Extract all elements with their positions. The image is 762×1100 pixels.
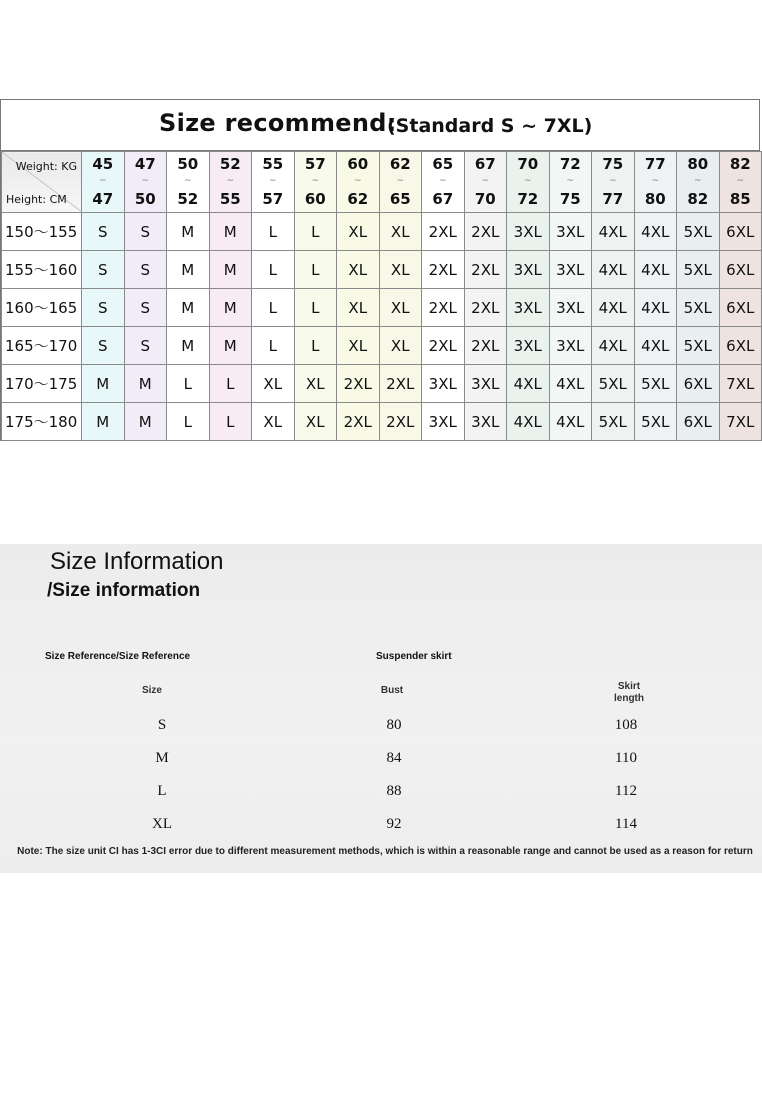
weight-range-tilde: ~ <box>481 176 490 186</box>
weight-range-tilde: ~ <box>141 176 150 186</box>
size-cell: 5XL <box>634 365 677 403</box>
size-cell: 6XL <box>677 365 720 403</box>
size-cell: XL <box>294 403 337 441</box>
size-cell: S <box>82 327 125 365</box>
weight-range-cell <box>379 152 422 213</box>
size-cell: XL <box>379 289 422 327</box>
weight-range-cell <box>124 152 167 213</box>
weight-range-cell <box>719 152 762 213</box>
size-cell: 3XL <box>507 289 550 327</box>
size-cell: 5XL <box>592 403 635 441</box>
recommend-subtitle: (Standard S ~ 7XL) <box>387 115 593 137</box>
size-cell: L <box>252 327 295 365</box>
weight-range-tilde: ~ <box>608 176 617 186</box>
size-cell: 4XL <box>507 403 550 441</box>
weight-max: 85 <box>729 190 751 208</box>
weight-range-cell <box>507 152 550 213</box>
height-axis-label: Height: CM <box>6 193 67 206</box>
weight-max: 80 <box>644 190 666 208</box>
size-cell: L <box>294 251 337 289</box>
size-cell: 2XL <box>464 327 507 365</box>
weight-min: 57 <box>304 155 326 173</box>
size-cell: L <box>294 213 337 251</box>
size-cell: 6XL <box>719 213 762 251</box>
size-cell: XL <box>252 403 295 441</box>
weight-range-tilde: ~ <box>311 176 320 186</box>
size-cell: 2XL <box>422 327 465 365</box>
height-range-cell: 170～175 <box>2 365 82 403</box>
corner-cell <box>2 152 82 213</box>
size-cell: 3XL <box>464 365 507 403</box>
col-head-skirt-line2: length <box>614 693 644 704</box>
weight-range-tilde: ~ <box>438 176 447 186</box>
height-row <box>2 327 762 365</box>
size-cell: M <box>82 365 125 403</box>
weight-max: 62 <box>347 190 369 208</box>
weight-range-cell <box>294 152 337 213</box>
weight-range-tilde: ~ <box>566 176 575 186</box>
size-cell: L <box>167 365 210 403</box>
size-cell: 6XL <box>719 251 762 289</box>
info-title: Size Information <box>50 548 224 575</box>
size-cell: 2XL <box>464 213 507 251</box>
bust-value: 92 <box>386 816 402 832</box>
size-cell: M <box>209 289 252 327</box>
size-cell: L <box>252 289 295 327</box>
weight-range-cell <box>422 152 465 213</box>
weight-range-tilde: ~ <box>353 176 362 186</box>
size-cell: XL <box>337 327 380 365</box>
size-value: M <box>155 750 169 766</box>
size-cell: 4XL <box>634 213 677 251</box>
size-cell: S <box>124 251 167 289</box>
size-cell: S <box>82 289 125 327</box>
weight-min: 70 <box>517 155 539 173</box>
size-cell: M <box>167 327 210 365</box>
weight-min: 80 <box>687 155 709 173</box>
weight-min: 72 <box>559 155 581 173</box>
size-cell: XL <box>294 365 337 403</box>
height-row <box>2 365 762 403</box>
weight-max: 77 <box>602 190 624 208</box>
size-cell: 6XL <box>719 327 762 365</box>
weight-range-tilde: ~ <box>226 176 235 186</box>
size-cell: 5XL <box>634 403 677 441</box>
size-cell: 4XL <box>549 403 592 441</box>
weight-range-tilde: ~ <box>183 176 192 186</box>
size-cell: 3XL <box>422 365 465 403</box>
size-cell: 5XL <box>677 251 720 289</box>
size-cell: 3XL <box>549 289 592 327</box>
size-grid <box>1 151 762 441</box>
size-reference-label: Size Reference/Size Reference <box>45 651 191 662</box>
size-cell: 3XL <box>549 213 592 251</box>
size-recommend-table <box>0 99 760 441</box>
size-cell: L <box>209 365 252 403</box>
size-value: S <box>157 717 167 733</box>
weight-max: 52 <box>177 190 199 208</box>
size-cell: L <box>209 403 252 441</box>
weight-range-tilde: ~ <box>693 176 702 186</box>
weight-min: 60 <box>347 155 369 173</box>
size-cell: 4XL <box>592 327 635 365</box>
weight-range-cell <box>592 152 635 213</box>
size-cell: M <box>209 251 252 289</box>
size-cell: 2XL <box>464 251 507 289</box>
size-cell: L <box>294 327 337 365</box>
height-range-cell: 150～155 <box>2 213 82 251</box>
size-cell: XL <box>379 213 422 251</box>
height-range-cell: 155～160 <box>2 251 82 289</box>
skirt-length-value: 112 <box>615 783 637 799</box>
size-cell: XL <box>379 251 422 289</box>
size-cell: 6XL <box>719 289 762 327</box>
size-cell: M <box>82 403 125 441</box>
size-cell: 2XL <box>379 403 422 441</box>
weight-max: 50 <box>134 190 156 208</box>
size-cell: 4XL <box>592 251 635 289</box>
weight-min: 55 <box>262 155 284 173</box>
size-cell: 4XL <box>634 251 677 289</box>
col-head-size: Size <box>141 685 162 696</box>
size-cell: S <box>124 327 167 365</box>
weight-min: 47 <box>134 155 156 173</box>
size-cell: 4XL <box>507 365 550 403</box>
weight-max: 55 <box>219 190 241 208</box>
weight-range-tilde: ~ <box>268 176 277 186</box>
weight-range-cell <box>209 152 252 213</box>
weight-min: 45 <box>92 155 114 173</box>
size-cell: L <box>167 403 210 441</box>
size-cell: XL <box>337 213 380 251</box>
height-range-cell: 175～180 <box>2 403 82 441</box>
weight-range-cell <box>337 152 380 213</box>
height-row <box>2 289 762 327</box>
size-cell: 2XL <box>422 251 465 289</box>
size-cell: 2XL <box>422 289 465 327</box>
weight-min: 82 <box>729 155 751 173</box>
bust-value: 84 <box>386 750 402 766</box>
size-cell: 3XL <box>507 213 550 251</box>
weight-range-tilde: ~ <box>651 176 660 186</box>
weight-max: 82 <box>687 190 709 208</box>
size-cell: L <box>252 251 295 289</box>
weight-min: 50 <box>177 155 199 173</box>
size-value: L <box>157 783 167 799</box>
weight-range-cell <box>464 152 507 213</box>
size-cell: 2XL <box>422 213 465 251</box>
weight-max: 65 <box>389 190 411 208</box>
weight-max: 72 <box>517 190 539 208</box>
skirt-length-value: 114 <box>615 816 637 832</box>
recommend-title-row <box>1 100 759 151</box>
skirt-length-value: 108 <box>614 717 638 733</box>
weight-range-cell <box>677 152 720 213</box>
size-cell: 2XL <box>379 365 422 403</box>
weight-header-row <box>2 152 762 213</box>
weight-max: 60 <box>304 190 326 208</box>
size-cell: 6XL <box>677 403 720 441</box>
weight-range-cell <box>167 152 210 213</box>
weight-max: 70 <box>474 190 496 208</box>
size-cell: 3XL <box>549 327 592 365</box>
size-cell: M <box>209 213 252 251</box>
size-cell: L <box>252 213 295 251</box>
weight-range-cell <box>634 152 677 213</box>
weight-min: 65 <box>432 155 454 173</box>
size-cell: 7XL <box>719 403 762 441</box>
size-cell: 2XL <box>464 289 507 327</box>
height-range-cell: 165～170 <box>2 327 82 365</box>
size-cell: S <box>124 213 167 251</box>
weight-min: 67 <box>474 155 496 173</box>
size-cell: 4XL <box>549 365 592 403</box>
size-cell: 3XL <box>422 403 465 441</box>
size-cell: 3XL <box>549 251 592 289</box>
size-cell: XL <box>379 327 422 365</box>
size-cell: 7XL <box>719 365 762 403</box>
height-row <box>2 251 762 289</box>
col-head-skirt-length <box>599 681 659 705</box>
height-range-cell: 160～165 <box>2 289 82 327</box>
weight-range-cell <box>549 152 592 213</box>
info-subtitle: /Size information <box>47 580 201 601</box>
weight-range-cell <box>82 152 125 213</box>
skirt-length-value: 110 <box>615 750 637 766</box>
size-cell: 3XL <box>464 403 507 441</box>
size-cell: 5XL <box>592 365 635 403</box>
col-head-skirt-line1: Skirt <box>617 681 641 692</box>
weight-range-tilde: ~ <box>736 176 745 186</box>
weight-max: 57 <box>262 190 284 208</box>
size-cell: S <box>82 213 125 251</box>
weight-min: 62 <box>389 155 411 173</box>
col-head-bust: Bust <box>380 685 404 696</box>
size-cell: M <box>167 251 210 289</box>
weight-max: 75 <box>559 190 581 208</box>
weight-min: 77 <box>644 155 666 173</box>
height-row <box>2 403 762 441</box>
recommend-title: Size recommend: <box>159 109 397 137</box>
product-name: Suspender skirt <box>376 651 452 662</box>
size-cell: 5XL <box>677 213 720 251</box>
size-cell: 4XL <box>634 327 677 365</box>
weight-min: 52 <box>219 155 241 173</box>
size-cell: M <box>209 327 252 365</box>
bust-value: 88 <box>386 783 402 799</box>
size-cell: 4XL <box>634 289 677 327</box>
size-information-section <box>0 544 762 873</box>
weight-range-tilde: ~ <box>396 176 405 186</box>
height-row <box>2 213 762 251</box>
size-cell: 3XL <box>507 327 550 365</box>
size-cell: M <box>167 213 210 251</box>
size-cell: XL <box>337 251 380 289</box>
size-cell: M <box>124 403 167 441</box>
size-cell: 5XL <box>677 327 720 365</box>
size-cell: M <box>167 289 210 327</box>
weight-max: 67 <box>432 190 454 208</box>
weight-max: 47 <box>92 190 114 208</box>
size-cell: XL <box>337 289 380 327</box>
weight-range-tilde: ~ <box>98 176 107 186</box>
weight-range-cell <box>252 152 295 213</box>
size-cell: S <box>124 289 167 327</box>
size-cell: 4XL <box>592 289 635 327</box>
weight-range-tilde: ~ <box>523 176 532 186</box>
size-value: XL <box>152 816 172 832</box>
size-cell: L <box>294 289 337 327</box>
size-cell: 5XL <box>677 289 720 327</box>
bust-value: 80 <box>386 717 402 733</box>
size-cell: 2XL <box>337 365 380 403</box>
weight-min: 75 <box>602 155 624 173</box>
weight-axis-label: Weight: KG <box>15 160 77 173</box>
size-cell: 2XL <box>337 403 380 441</box>
measurement-note: Note: The size unit CI has 1-3CI error due to different measurement methods, which is within a reasonable range and cannot be used as a reason for return <box>17 846 753 857</box>
size-cell: M <box>124 365 167 403</box>
size-cell: XL <box>252 365 295 403</box>
size-cell: 3XL <box>507 251 550 289</box>
size-cell: 4XL <box>592 213 635 251</box>
size-cell: S <box>82 251 125 289</box>
